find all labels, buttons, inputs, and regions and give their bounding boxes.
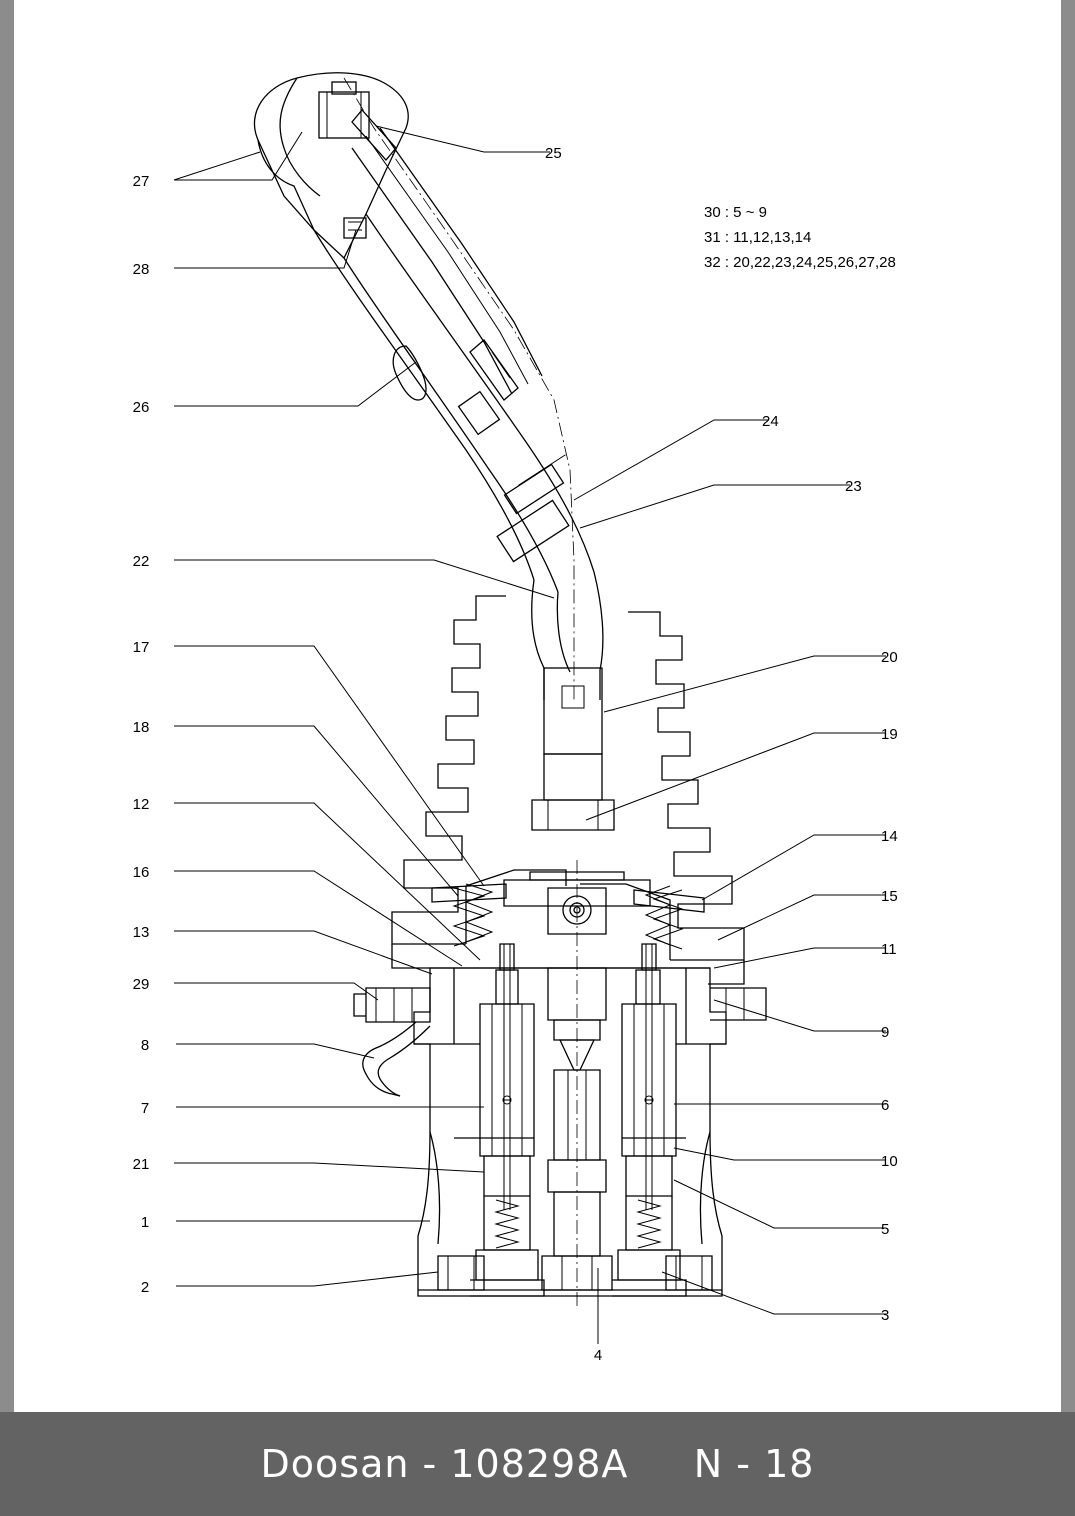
callout-27: 27 — [132, 173, 150, 190]
technical-drawing — [14, 0, 1061, 1412]
page-margin-right — [1061, 0, 1075, 1412]
callout-5: 5 — [881, 1221, 890, 1238]
callout-15: 15 — [881, 888, 898, 905]
valve-body-upper — [432, 870, 704, 960]
callout-19: 19 — [881, 726, 898, 743]
callout-14: 14 — [881, 828, 898, 845]
lever-stem-group — [532, 572, 614, 830]
callout-28: 28 — [132, 261, 150, 278]
leader-lines-right — [376, 126, 886, 1314]
callout-13: 13 — [132, 924, 150, 941]
valve-housing — [354, 944, 766, 1296]
footer-caption: Doosan - 108298A N - 18 — [260, 1442, 815, 1486]
callout-11: 11 — [881, 941, 897, 958]
callout-24: 24 — [762, 413, 779, 430]
callout-1: 1 — [140, 1214, 150, 1231]
callout-3: 3 — [881, 1307, 890, 1324]
callout-18: 18 — [132, 719, 150, 736]
footer-bar — [0, 1412, 1075, 1516]
callout-2: 2 — [140, 1279, 150, 1296]
note-line-1: 30 : 5 ~ 9 — [704, 204, 767, 221]
callout-20: 20 — [881, 649, 898, 666]
callout-22: 22 — [132, 553, 150, 570]
callout-25: 25 — [545, 145, 562, 162]
note-line-2: 31 : 11,12,13,14 — [704, 229, 812, 246]
callout-17: 17 — [132, 639, 150, 656]
callout-29: 29 — [132, 976, 150, 993]
callout-16: 16 — [132, 864, 150, 881]
callout-21: 21 — [132, 1156, 150, 1173]
callout-26: 26 — [132, 399, 150, 416]
callout-8: 8 — [140, 1037, 150, 1054]
callout-4: 4 — [593, 1347, 603, 1364]
callout-10: 10 — [881, 1153, 898, 1170]
callout-9: 9 — [881, 1024, 890, 1041]
rubber-boot-bellows — [392, 596, 744, 984]
page-margin-left — [0, 0, 14, 1412]
callout-23: 23 — [845, 478, 862, 495]
callout-7: 7 — [140, 1100, 150, 1117]
callout-6: 6 — [881, 1097, 890, 1114]
callout-12: 12 — [132, 796, 150, 813]
lever-handle-group — [254, 73, 594, 700]
note-line-3: 32 : 20,22,23,24,25,26,27,28 — [704, 254, 896, 271]
